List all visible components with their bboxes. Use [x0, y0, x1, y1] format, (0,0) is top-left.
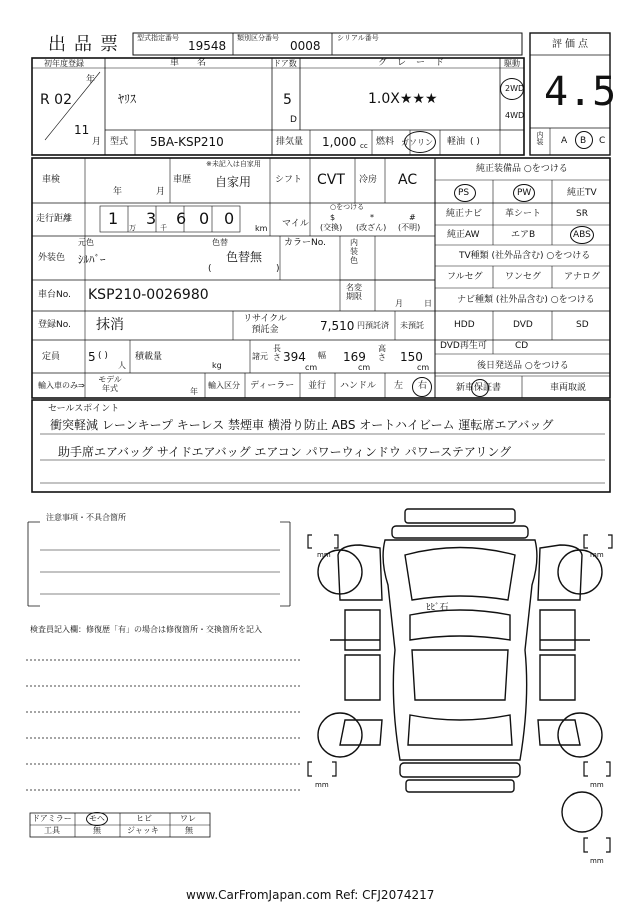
- recycle-not: 未預託: [400, 321, 424, 330]
- displacement-value: 1,000: [322, 135, 357, 149]
- orig-color-value: ｼﾙﾊﾞｰ: [78, 253, 106, 266]
- tv-title: TV種類 (社外品含む) ○をつける: [459, 251, 591, 261]
- mileage-digit-3: 6: [176, 209, 187, 228]
- mm-2: mm: [590, 551, 604, 559]
- history-value: 自家用: [215, 175, 252, 189]
- later-warranty-circle: [471, 379, 489, 397]
- tool-value: 無: [93, 826, 101, 835]
- mirror-mohe: モヘ: [89, 814, 105, 823]
- dvd-label: DVD再生可: [440, 341, 487, 351]
- length-cm: cm: [305, 363, 318, 372]
- deadline-day: 日: [424, 299, 432, 308]
- handle-left: 左: [394, 381, 404, 391]
- jack-value: 無: [185, 826, 193, 835]
- drive-4wd: 4WD: [505, 111, 525, 120]
- exchange-label: (交換): [320, 223, 343, 232]
- height-label: 高さ: [378, 344, 386, 362]
- car-name: ﾔﾘｽ: [118, 92, 137, 106]
- score-label: 評価点: [552, 39, 591, 50]
- grade-value: 1.0X★★★: [368, 91, 438, 107]
- mileage-digit-2: 3: [146, 209, 157, 228]
- star-mark: *: [370, 213, 374, 222]
- mileage-digit-1: 1: [108, 209, 119, 228]
- fuel-gas: ガソリン: [401, 138, 433, 147]
- cc-unit: cc: [360, 142, 368, 150]
- capacity-paren: ( ): [98, 351, 108, 361]
- dims-label: 諸元: [252, 352, 268, 361]
- mileage-digit-5: 0: [224, 209, 235, 228]
- ac-label: 冷房: [359, 175, 378, 185]
- doors-sub: D: [290, 115, 297, 125]
- opt-aw: 純正AW: [447, 230, 480, 240]
- fuel-label: 燃料: [376, 137, 395, 147]
- caution-label: 注意事項・不具合箇所: [46, 513, 126, 522]
- mileage-digit-4: 0: [199, 209, 210, 228]
- mile-label: マイル: [282, 219, 309, 229]
- hash-mark: #: [409, 213, 416, 222]
- mark-note: ○をつける: [330, 203, 365, 211]
- sales-label: セールスポイント: [48, 404, 120, 414]
- import-type-label: 輸入区分: [208, 381, 240, 390]
- inspection-month-unit: 月: [156, 187, 166, 197]
- opt-airbag: エアB: [511, 230, 536, 240]
- name-label: 車名: [170, 58, 225, 68]
- import-dealer: ディーラー: [250, 381, 295, 391]
- year-unit: 年: [86, 75, 96, 85]
- registration-label: 登録No.: [38, 320, 71, 330]
- nav-title: ナビ種類 (社外品含む) ○をつける: [457, 295, 595, 305]
- tv-one: ワンセグ: [505, 272, 542, 282]
- options-title: 純正装備品 ○をつける: [476, 164, 568, 174]
- capacity-value: 5: [88, 350, 96, 364]
- handle-right: 右: [418, 381, 428, 391]
- interior-label: 内装: [536, 131, 544, 145]
- interior-c: C: [599, 136, 606, 146]
- serial-label: シリアル番号: [337, 34, 379, 42]
- mirror-crack: ヒビ: [136, 814, 152, 823]
- displacement-label: 排気量: [276, 137, 304, 147]
- later-manual: 車両取説: [550, 383, 587, 393]
- recycle-label: リサイクル預託金: [243, 314, 287, 335]
- footer-watermark: www.CarFromJapan.com Ref: CFJ2074217: [186, 888, 435, 902]
- nav-sd: SD: [576, 320, 589, 330]
- deadline-month: 月: [395, 299, 403, 308]
- drive-2wd-circle: [500, 78, 524, 100]
- jack-label: ジャッキ: [127, 826, 159, 835]
- nav-hdd: HDD: [454, 320, 475, 330]
- opt-abs: ABS: [573, 230, 591, 240]
- fuel-diesel: 軽油: [447, 137, 466, 147]
- opt-ps-circle: [454, 184, 476, 202]
- registration-value: 抹消: [96, 317, 124, 333]
- altered-label: (改ざん): [356, 223, 387, 232]
- sheet-title: 出品票: [48, 34, 126, 55]
- opt-sr: SR: [576, 209, 588, 219]
- later-warranty: 新車保証書: [456, 383, 502, 393]
- width-value: 169: [343, 350, 366, 364]
- repaint-paren-open: (: [208, 264, 212, 274]
- tv-analog: アナログ: [564, 272, 601, 282]
- fuel-gas-circle: [404, 131, 436, 153]
- drive-label: 駆動: [504, 59, 520, 68]
- mirror-label: ドアミラー: [32, 814, 72, 823]
- deadline-label: 名変期限: [346, 283, 362, 301]
- inspection-year-unit: 年: [113, 187, 123, 197]
- model-no-label: 型式指定番号: [137, 34, 179, 42]
- dollar-mark: $: [330, 213, 336, 222]
- mileage-label: 走行距離: [36, 214, 73, 224]
- fuel-paren: ( ): [470, 137, 480, 147]
- opt-tv: 純正TV: [567, 188, 597, 198]
- mm-5: mm: [590, 857, 604, 865]
- interior-b: B: [580, 136, 587, 146]
- opt-navi: 純正ナビ: [446, 209, 483, 219]
- chassis-label: 車台No.: [38, 290, 71, 300]
- interior-color-label: 内装色: [350, 238, 358, 265]
- length-label: 長さ: [273, 344, 281, 362]
- class-no-label: 類別区分番号: [237, 34, 279, 42]
- capacity-label: 定員: [42, 352, 61, 362]
- sen-unit: 千: [160, 224, 167, 232]
- handle-label: ハンドル: [340, 381, 377, 391]
- reg-era: R 02: [40, 92, 72, 108]
- model-label: 型式: [110, 137, 129, 147]
- model-year-unit: 年: [190, 387, 198, 396]
- repaint-label: 色替: [212, 238, 228, 247]
- unknown-label: (不明): [398, 223, 421, 232]
- width-label: 幅: [318, 351, 326, 360]
- opt-abs-circle: [570, 226, 594, 244]
- km-unit: km: [255, 224, 268, 233]
- damage-mark: ﾋﾋﾞ石: [426, 603, 449, 613]
- model-value: 5BA-KSP210: [150, 135, 224, 149]
- recycle-value: 7,510: [320, 319, 355, 333]
- import-parallel: 並行: [308, 381, 327, 391]
- cd-label: CD: [515, 341, 529, 351]
- mm-1: mm: [317, 551, 331, 559]
- model-no-value: 19548: [188, 39, 227, 53]
- doors-label: ドア数: [273, 59, 297, 68]
- colorno-label: カラーNo.: [284, 238, 326, 248]
- mm-3: mm: [315, 781, 329, 789]
- nav-dvd: DVD: [513, 320, 533, 330]
- model-year-label: モデル年式: [98, 375, 122, 393]
- reg-year-label: 初年度登録: [44, 59, 84, 68]
- month-unit: 月: [92, 137, 102, 147]
- height-value: 150: [400, 350, 423, 364]
- history-label: 車歴: [173, 175, 192, 185]
- person-unit: 人: [118, 361, 126, 370]
- repaint-paren-close: ): [276, 264, 280, 274]
- opt-pw: PW: [517, 188, 532, 198]
- orig-color-label: 元色: [78, 238, 94, 247]
- later-title: 後日発送品 ○をつける: [477, 361, 569, 371]
- width-cm: cm: [358, 363, 371, 372]
- repaint-value: 色替無: [226, 250, 263, 264]
- reg-month: 11: [74, 123, 90, 137]
- handle-right-circle: [412, 377, 432, 397]
- interior-a: A: [561, 136, 568, 146]
- drive-2wd: 2WD: [505, 84, 525, 93]
- car-diagram: [318, 509, 602, 832]
- opt-leather: 革シート: [505, 209, 542, 219]
- opt-pw-circle: [513, 184, 535, 202]
- inspector-label: 検査員記入欄：修復歴「有」の場合は修復箇所・交換箇所を記入: [30, 625, 262, 634]
- length-value: 394: [283, 350, 306, 364]
- ac-value: AC: [398, 172, 418, 188]
- man-unit: 万: [129, 224, 136, 232]
- class-no-value: 0008: [290, 39, 321, 53]
- tv-full: フルセグ: [447, 272, 483, 282]
- history-note: ※未記入は自家用: [206, 160, 261, 168]
- import-label: 輸入車のみ⇒: [38, 381, 85, 390]
- recycle-suffix: 円預託済: [357, 321, 389, 330]
- shift-value: CVT: [317, 172, 345, 188]
- chassis-value: KSP210-0026980: [88, 287, 209, 303]
- color-label: 外装色: [38, 253, 66, 263]
- height-cm: cm: [417, 363, 430, 372]
- interior-b-circle: [575, 131, 593, 149]
- shift-label: シフト: [275, 175, 303, 185]
- sales-line-2: 助手席エアバッグ サイドエアバッグ エアコン パワーウィンドウ パワーステアリング: [58, 445, 512, 459]
- sales-line-1: 衝突軽減 レーンキープ キーレス 禁煙車 横滑り防止 ABS オートハイビーム 運転席エアバッグ: [50, 418, 554, 432]
- mirror-break: ワレ: [180, 814, 196, 823]
- doors-value: 5: [283, 92, 292, 108]
- mirror-mohe-circle: [86, 812, 108, 826]
- load-label: 積載量: [135, 352, 163, 362]
- inspection-label: 車検: [42, 175, 61, 185]
- tool-label: 工具: [44, 826, 60, 835]
- opt-ps: PS: [458, 188, 470, 198]
- score-value: 4.5: [544, 69, 617, 115]
- mm-4: mm: [590, 781, 604, 789]
- kg-unit: kg: [212, 361, 222, 370]
- grade-label: グレード: [378, 58, 455, 68]
